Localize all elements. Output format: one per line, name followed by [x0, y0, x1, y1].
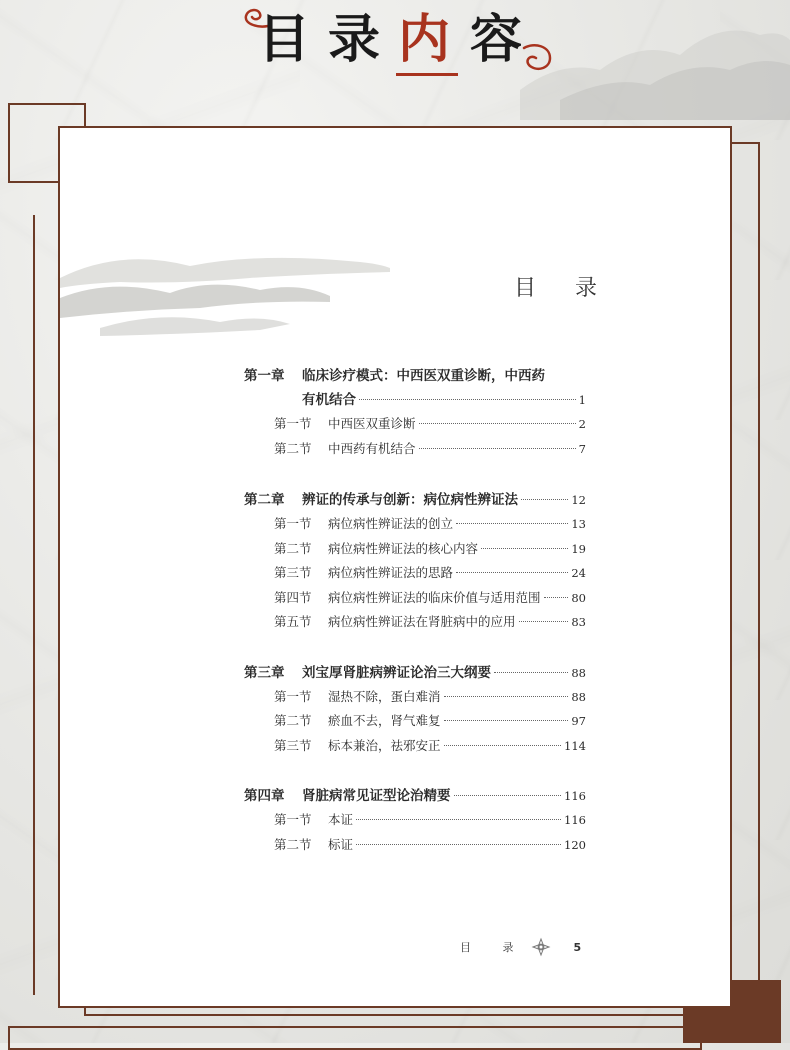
- section-title: 标本兼治，祛邪安正: [328, 737, 441, 753]
- section-row: [244, 709, 586, 734]
- section-row: [244, 512, 586, 537]
- chapter-row: [244, 661, 586, 685]
- section-row: [244, 561, 586, 586]
- page-number: 24: [571, 566, 586, 580]
- dot-leader: [419, 448, 576, 449]
- page-number: 7: [578, 441, 586, 456]
- page-number: 83: [571, 615, 586, 629]
- dot-leader: [359, 399, 576, 400]
- section-number: 第二节: [274, 836, 312, 852]
- page-number: 116: [564, 813, 586, 827]
- dot-leader: [356, 844, 561, 845]
- table-of-contents: [244, 364, 586, 857]
- page-number: 1: [578, 393, 586, 407]
- section-row: [244, 685, 586, 710]
- section-number: 第三节: [274, 565, 312, 580]
- section-number: 第三节: [274, 737, 312, 753]
- section-number: 第五节: [274, 614, 312, 629]
- chapter-title: 辨证的传承与创新：病位病性辨证法: [302, 492, 518, 508]
- page-number: 19: [571, 541, 586, 556]
- dot-leader: [419, 423, 576, 424]
- ink-mountain-illustration: [60, 238, 390, 348]
- section-number: 第一节: [274, 688, 312, 704]
- lotus-ornament-icon: [530, 936, 552, 958]
- chapter-title-cont: 有机结合: [302, 392, 356, 408]
- page-number: 2: [578, 417, 586, 431]
- header-char-3: 内: [398, 9, 451, 70]
- chapter-number: 第四章: [244, 788, 285, 804]
- page-number: 13: [571, 517, 586, 531]
- dot-leader: [544, 597, 569, 598]
- dot-leader: [444, 696, 569, 697]
- section-title: 瘀血不去，肾气难复: [328, 713, 441, 728]
- chapter-title: 临床诊疗模式：中西医双重诊断，中西药: [302, 368, 545, 384]
- section-row: [244, 808, 586, 833]
- header-char-1: 目: [258, 9, 311, 70]
- chapter-row: [244, 488, 586, 512]
- page-number: 12: [571, 493, 586, 507]
- chapter-number: 第三章: [244, 664, 285, 681]
- section-row: [244, 734, 586, 759]
- page-number: 114: [564, 738, 586, 753]
- section-row: [244, 412, 586, 437]
- page-number: 97: [571, 714, 586, 728]
- book-page: [58, 126, 732, 1008]
- section-title: 本证: [328, 812, 354, 827]
- section-number: 第一节: [274, 516, 312, 531]
- dot-leader: [444, 720, 569, 721]
- red-swirl-ornament-icon: [520, 40, 556, 74]
- header-underline: [396, 73, 458, 76]
- header-banner: [0, 0, 790, 100]
- section-title: 病位病性辨证法的创立: [328, 516, 454, 531]
- header-char-2: 录: [328, 9, 381, 70]
- dot-leader: [356, 819, 561, 820]
- dot-leader: [444, 745, 562, 746]
- section-number: 第四节: [274, 589, 312, 605]
- section-title: 中西药有机结合: [328, 440, 416, 456]
- section-title: 标证: [328, 836, 354, 852]
- dot-leader: [481, 548, 568, 549]
- chapter-row: [244, 784, 586, 808]
- header-char-4: 容: [470, 9, 523, 70]
- section-row: [244, 437, 586, 462]
- dot-leader: [456, 523, 568, 524]
- section-number: 第一节: [274, 416, 312, 431]
- section-row: [244, 586, 586, 611]
- footer-page-number: 5: [573, 940, 582, 954]
- section-row: [244, 537, 586, 562]
- page-number: 88: [571, 665, 586, 680]
- dot-leader: [454, 795, 562, 796]
- dot-leader: [456, 572, 568, 573]
- page-number: 80: [571, 590, 586, 605]
- section-title: 病位病性辨证法的临床价值与适用范围: [328, 589, 541, 605]
- section-title: 湿热不除，蛋白难消: [328, 688, 441, 704]
- chapter-title: 肾脏病常见证型论治精要: [302, 788, 451, 804]
- chapter-row: [244, 364, 586, 388]
- section-title: 病位病性辨证法的思路: [328, 565, 454, 580]
- chapter-title: 刘宝厚肾脏病辨证论治三大纲要: [302, 664, 491, 681]
- chapter-row-continued: [244, 388, 586, 412]
- section-title: 病位病性辨证法的核心内容: [328, 540, 479, 556]
- page-number: 120: [564, 837, 586, 852]
- dot-leader: [519, 621, 569, 622]
- page-footer: [460, 936, 581, 958]
- page-number: 116: [564, 789, 586, 803]
- dot-leader: [494, 672, 568, 673]
- section-number: 第二节: [274, 440, 312, 456]
- chapter-number: 第一章: [244, 368, 285, 384]
- section-row: [244, 610, 586, 635]
- section-title: 中西医双重诊断: [328, 416, 416, 431]
- section-number: 第二节: [274, 540, 312, 556]
- section-title: 病位病性辨证法在肾脏病中的应用: [328, 614, 516, 629]
- chapter-number: 第二章: [244, 492, 285, 508]
- section-number: 第二节: [274, 713, 312, 728]
- frame-bottom-border: [8, 1026, 702, 1050]
- frame-left-line: [33, 215, 35, 995]
- footer-label: 目 录: [460, 941, 528, 954]
- section-number: 第一节: [274, 812, 312, 827]
- section-row: [244, 833, 586, 858]
- dot-leader: [521, 499, 568, 500]
- page-number: 88: [571, 689, 586, 704]
- page-title: 目 录: [514, 276, 613, 301]
